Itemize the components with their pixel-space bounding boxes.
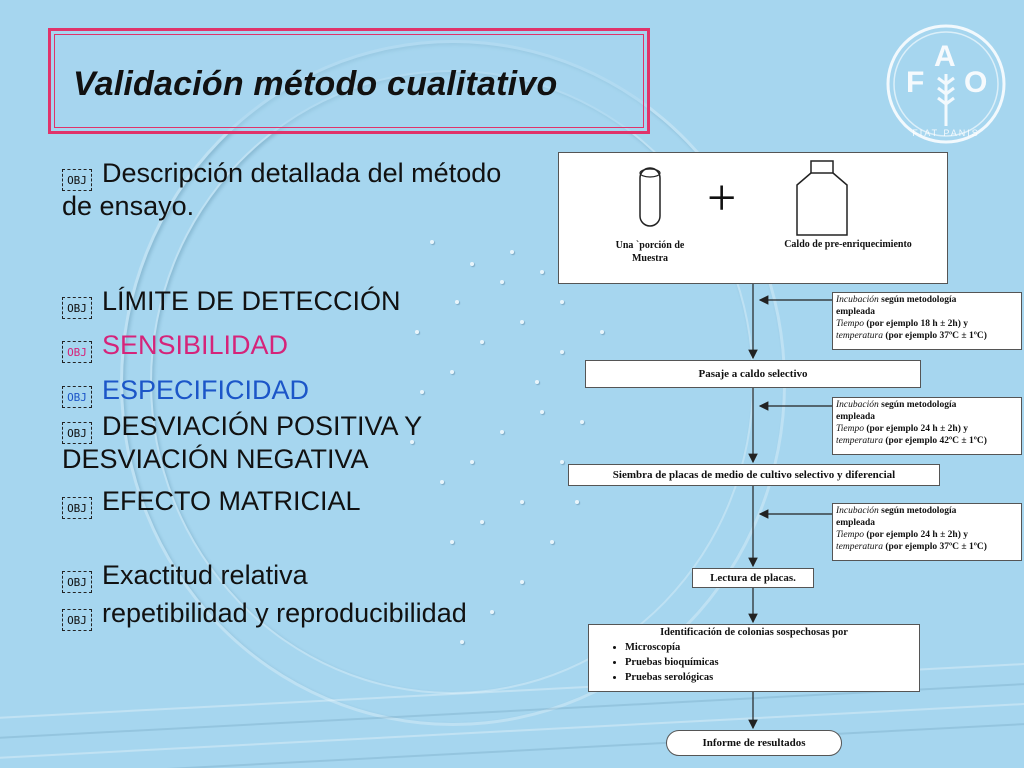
bullet-text: SENSIBILIDAD [102, 330, 289, 360]
identification-methods-list [589, 640, 919, 685]
broth-label: Caldo de pre-enriquecimiento [784, 239, 912, 250]
bullet-marker-icon: OBJ [62, 169, 92, 191]
slide-title: Validación método cualitativo [73, 65, 558, 103]
note-text: empleada [836, 412, 876, 422]
bullet-text: EFECTO MATRICIAL [102, 486, 361, 516]
note-label: temperatura [836, 331, 883, 341]
note-label: Incubación [836, 295, 879, 305]
bullet-marker-icon: OBJ [62, 297, 92, 319]
note-text: (por ejemplo 18 h ± 2h) y [863, 319, 968, 329]
note-text: (por ejemplo 24 h ± 2h) y [863, 530, 968, 540]
note-label: Tiempo [836, 319, 864, 329]
identification-method: • Pruebas serológicas [625, 670, 919, 685]
bullet-marker-icon: OBJ [62, 571, 92, 593]
note-text: según metodología [878, 295, 957, 305]
bullet-marker-icon: OBJ [62, 422, 92, 444]
note-text: (por ejemplo 24 h ± 2h) y [863, 424, 968, 434]
note-text: empleada [836, 307, 876, 317]
bullet-marker-icon: OBJ [62, 497, 92, 519]
note-text: empleada [836, 518, 876, 528]
bullet-text: Descripción detallada del método de ensayo. [62, 158, 502, 221]
incubation-note-3 [832, 503, 1022, 561]
note-label: Incubación [836, 400, 879, 410]
note-text: según metodología [878, 400, 957, 410]
step-selective-broth: Pasaje a caldo selectivo [585, 360, 921, 388]
note-label: Tiempo [836, 424, 864, 434]
bullet-text: DESVIACIÓN POSITIVA Y DESVIACIÓN NEGATIVA [62, 411, 422, 474]
bullet-marker-icon: OBJ [62, 386, 92, 408]
logo-motto: FIAT PANIS [912, 128, 980, 138]
bullet-text: repetibilidad y reproducibilidad [102, 598, 467, 628]
step-report: Informe de resultados [666, 730, 842, 756]
incubation-note-1 [832, 292, 1022, 350]
note-text: (por ejemplo 37ºC ± 1ºC) [882, 331, 987, 341]
step-plate-seeding: Siembra de placas de medio de cultivo selectivo y diferencial [568, 464, 940, 486]
note-text: (por ejemplo 37ºC ± 1ºC) [882, 542, 987, 552]
step-plate-reading: Lectura de placas. [692, 568, 814, 588]
identification-title: Identificación de colonias sospechosas por [660, 627, 848, 638]
identification-method: • Pruebas bioquímicas [625, 655, 919, 670]
identification-method: • Microscopía [625, 640, 919, 655]
bullet-text: LÍMITE DE DETECCIÓN [102, 286, 401, 316]
bullet-marker-icon: OBJ [62, 341, 92, 363]
note-label: temperatura [836, 542, 883, 552]
logo-letter-f: F [906, 66, 925, 99]
bullet-marker-icon: OBJ [62, 609, 92, 631]
note-label: Tiempo [836, 530, 864, 540]
note-text: (por ejemplo 42ºC ± 1ºC) [882, 436, 987, 446]
note-label: Incubación [836, 506, 879, 516]
logo-letter-a: A [934, 40, 956, 73]
bullet-text: ESPECIFICIDAD [102, 375, 310, 405]
bullet-text: Exactitud relativa [102, 560, 308, 590]
plus-sign: + [707, 170, 737, 227]
note-text: según metodología [878, 506, 957, 516]
step-identification [588, 624, 920, 692]
note-label: temperatura [836, 436, 883, 446]
sample-and-broth-box [558, 152, 948, 284]
test-tube-icon [637, 165, 665, 235]
incubation-note-2 [832, 397, 1022, 455]
logo-letter-o: O [964, 66, 988, 99]
sample-label: Una `porción de Muestra [615, 240, 685, 264]
broth-bottle-icon [791, 159, 853, 239]
